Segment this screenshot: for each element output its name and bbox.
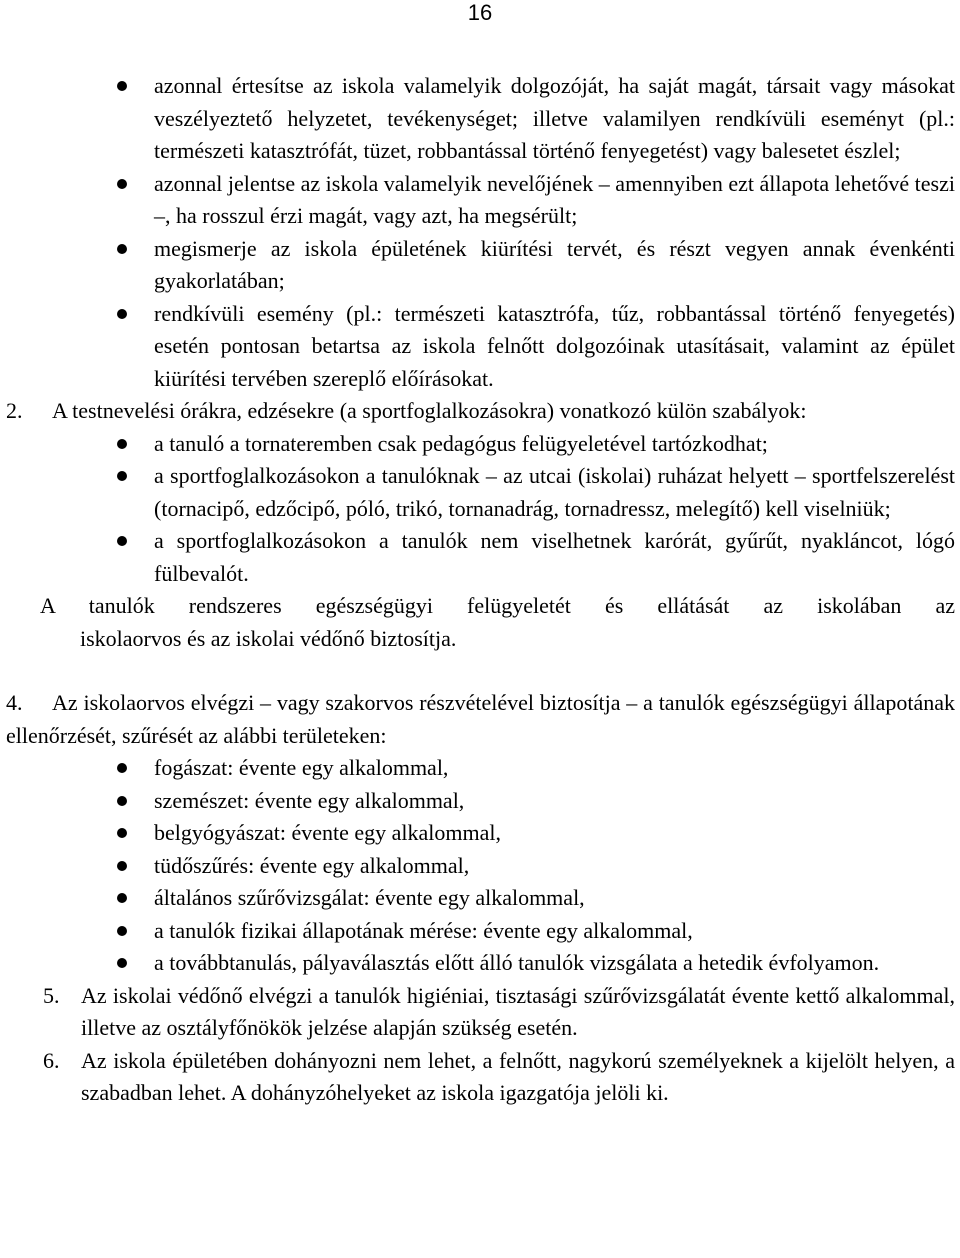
- section-number: 4.: [6, 690, 23, 715]
- item-text: Az iskolai védőnő elvégzi a tanulók higiéniai, tisztasági szűrővizsgálatát évente kettő alkalommal, illetve az osztályfőnökök jelzése alapján szükség esetén.: [81, 982, 955, 1040]
- list-item: szemészet: évente egy alkalommal,: [154, 785, 955, 818]
- section-2-heading: [0, 395, 955, 428]
- list-item: tüdőszűrés: évente egy alkalommal,: [154, 850, 955, 883]
- list-item: rendkívüli esemény (pl.: természeti katasztrófa, tűz, robbantással történő fenyegetés) esetén pontosan betartsa az iskola felnőtt dolgozóinak utasításait, valamint az épület kiürítési tervében szereplő előírásokat.: [154, 298, 955, 396]
- section-heading-text: A testnevelési órákra, edzésekre (a sportfoglalkozásokra) vonatkozó külön szabályok:: [52, 398, 807, 423]
- health-paragraph: [40, 590, 955, 655]
- numbered-item: [0, 1045, 955, 1110]
- item-number: 6.: [43, 1047, 60, 1073]
- list-item: a tanuló a tornateremben csak pedagógus felügyeletével tartózkodhat;: [154, 428, 955, 461]
- item-text: Az iskola épületében dohányozni nem lehet, a felnőtt, nagykorú személyeknek a kijelölt helyen, a szabadban lehet. A dohányzóhelyeket az iskola igazgatója jelöli ki.: [81, 1047, 955, 1105]
- student-duties-list: [0, 70, 960, 395]
- list-item: a sportfoglalkozásokon a tanulóknak – az utcai (iskolai) ruházat helyett – sportfelszerelést (tornacipő, edzőcipő, póló, trikó, tornanadrág, tornadressz, melegítő) kell viselniük;: [154, 460, 955, 525]
- section-4-heading: [0, 687, 955, 752]
- list-item: azonnal értesítse az iskola valamelyik dolgozóját, ha saját magát, társait vagy másokat veszélyeztető helyzetet, tevékenységet; illetve valamilyen rendkívüli eseményt (pl.: természeti katasztrófát, tüzet, robbantással történő fenyegetést) vagy balesetet észlel;: [154, 70, 955, 168]
- section-number: 2.: [6, 398, 23, 423]
- list-item: fogászat: évente egy alkalommal,: [154, 752, 955, 785]
- list-item: azonnal jelentse az iskola valamelyik nevelőjének – amennyiben ezt állapota lehetővé teszi –, ha rosszul érzi magát, vagy azt, ha megsérült;: [154, 168, 955, 233]
- document-body: [0, 70, 960, 1110]
- list-item: belgyógyászat: évente egy alkalommal,: [154, 817, 955, 850]
- list-item: megismerje az iskola épületének kiürítési tervét, és részt vegyen annak évenkénti gyakorlatában;: [154, 233, 955, 298]
- health-line-1: A tanulók rendszeres egészségügyi felügyeletét és ellátását az iskolában az: [40, 593, 955, 618]
- list-item: a tanulók fizikai állapotának mérése: évente egy alkalommal,: [154, 915, 955, 948]
- spacer: [0, 655, 960, 687]
- pe-rules-list: [0, 428, 960, 591]
- list-item: a továbbtanulás, pályaválasztás előtt álló tanulók vizsgálata a hetedik évfolyamon.: [154, 947, 955, 980]
- numbered-list: [0, 980, 955, 1110]
- health-line-2: iskolaorvos és az iskolai védőnő biztosítja.: [80, 625, 457, 651]
- list-item: a sportfoglalkozásokon a tanulók nem viselhetnek karórát, gyűrűt, nyakláncot, lógó fülbevalót.: [154, 525, 955, 590]
- list-item: általános szűrővizsgálat: évente egy alkalommal,: [154, 882, 955, 915]
- page-number: 16: [467, 0, 493, 25]
- item-number: 5.: [43, 982, 60, 1008]
- numbered-item: [0, 980, 955, 1045]
- section-heading-text: Az iskolaorvos elvégzi – vagy szakorvos részvételével biztosítja – a tanulók egészségügyi állapotának ellenőrzését, szűrését az alábbi területeken:: [6, 690, 955, 748]
- screening-list: [0, 752, 960, 980]
